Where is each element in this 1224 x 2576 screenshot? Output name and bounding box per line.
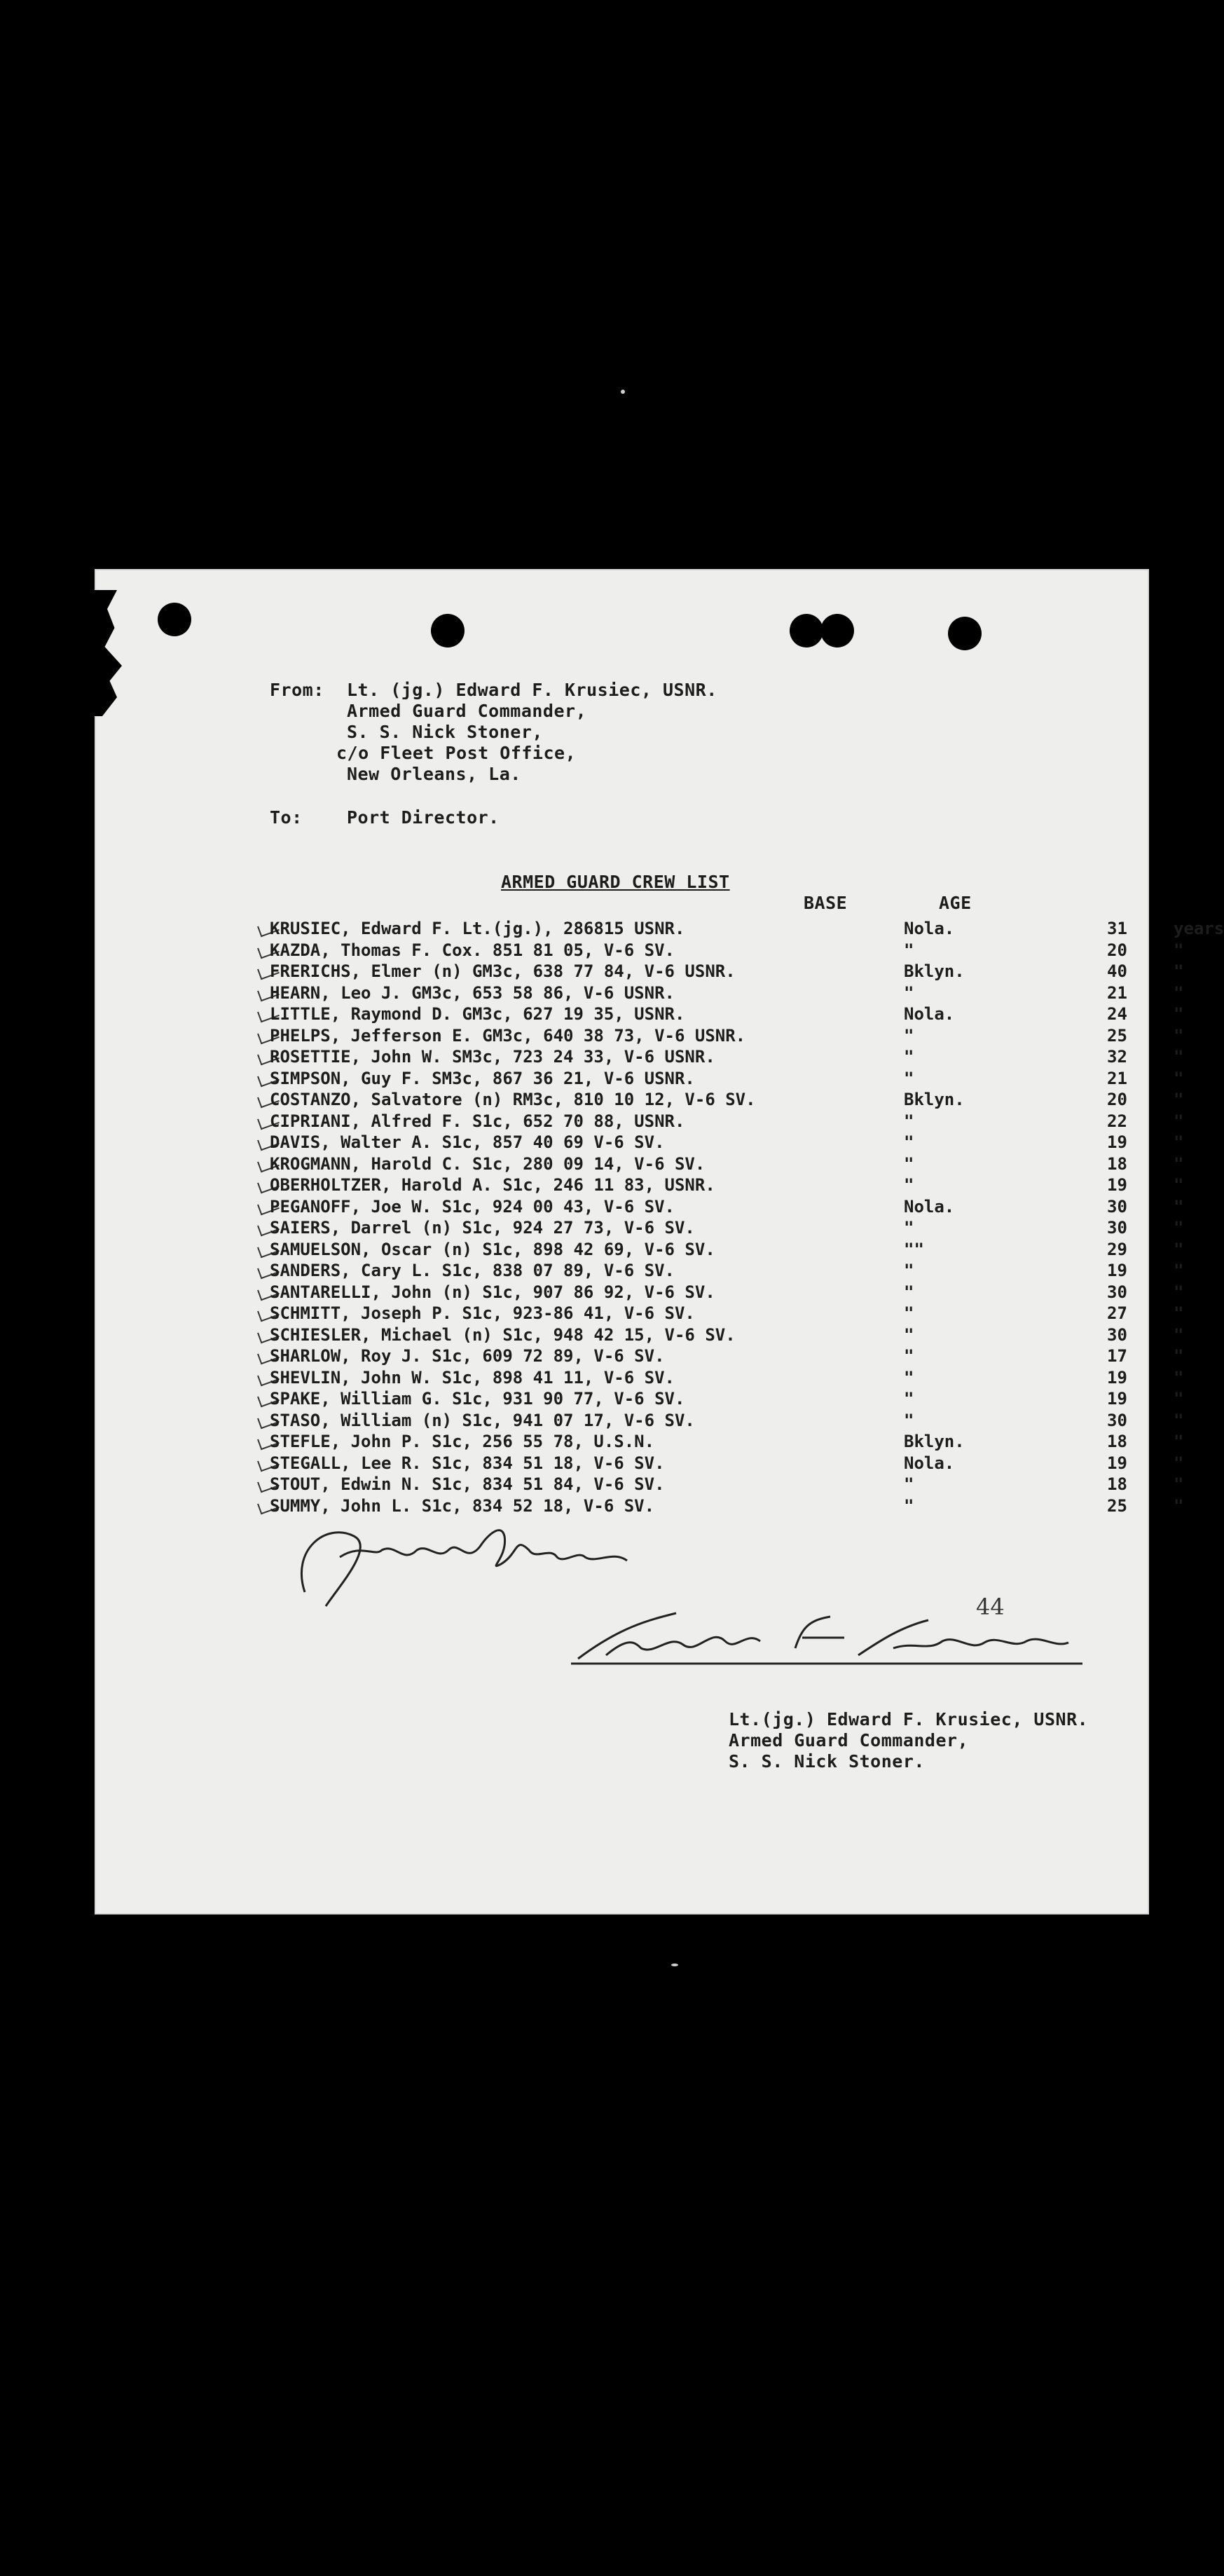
crew-age: 30 (1107, 1324, 1127, 1345)
crew-age-unit: " (1174, 1025, 1184, 1046)
table-row (270, 1175, 1184, 1196)
crew-base: " (904, 1282, 914, 1302)
crew-name: KROGMANN, Harold C. S1c, 280 09 14, V-6 SV. (270, 1153, 706, 1174)
crew-age: 27 (1107, 1303, 1127, 1323)
table-row (270, 1324, 1184, 1346)
crew-name: DAVIS, Walter A. S1c, 857 40 69 V-6 SV. (270, 1132, 665, 1152)
crew-base: Nola. (904, 1453, 955, 1473)
crew-age-unit: " (1174, 1346, 1184, 1366)
crew-name: SHARLOW, Roy J. S1c, 609 72 89, V-6 SV. (270, 1346, 665, 1366)
table-row (270, 1474, 1184, 1495)
crew-age-unit: " (1174, 982, 1184, 1003)
table-row (270, 1047, 1184, 1068)
torn-corner (88, 590, 137, 716)
crew-name: FRERICHS, Elmer (n) GM3c, 638 77 84, V-6 USNR. (270, 961, 736, 981)
crew-base: Bklyn. (904, 1090, 965, 1109)
table-row (270, 1153, 1184, 1175)
crew-age-unit: " (1174, 1068, 1184, 1088)
table-row (270, 1004, 1184, 1025)
document-page (95, 569, 1224, 1914)
crew-base: " (904, 1261, 914, 1280)
signature-line: Lt.(jg.) Edward F. Krusiec, USNR. (729, 1709, 1089, 1729)
from-line: S. S. Nick Stoner, (347, 722, 543, 742)
crew-age-unit: " (1174, 1367, 1184, 1388)
crew-base: " (904, 1068, 914, 1088)
crew-name: ROSETTIE, John W. SM3c, 723 24 33, V-6 USNR. (270, 1047, 715, 1067)
crew-base: " (904, 1303, 914, 1323)
crew-name: CIPRIANI, Alfred F. S1c, 652 70 88, USNR. (270, 1111, 685, 1131)
crew-age: 18 (1107, 1153, 1127, 1174)
crew-name: KRUSIEC, Edward F. Lt.(jg.), 286815 USNR. (270, 919, 685, 938)
crew-age-unit: " (1174, 1389, 1184, 1409)
table-row (270, 1389, 1184, 1410)
crew-age: 30 (1107, 1282, 1127, 1302)
crew-age: 30 (1107, 1410, 1127, 1430)
crew-base: " (904, 1132, 914, 1152)
crew-base: " (904, 1175, 914, 1195)
crew-age: 22 (1107, 1111, 1127, 1131)
crew-age: 17 (1107, 1346, 1127, 1366)
table-row (270, 982, 1184, 1004)
table-row (270, 1410, 1184, 1432)
crew-base: Nola. (904, 1196, 955, 1217)
from-line: Armed Guard Commander, (347, 701, 587, 721)
crew-age-unit: " (1174, 1410, 1184, 1430)
commander-signature (564, 1599, 1096, 1669)
list-title: ARMED GUARD CREW LIST (501, 872, 730, 892)
crew-base: " (904, 1410, 914, 1430)
crew-name: PEGANOFF, Joe W. S1c, 924 00 43, V-6 SV. (270, 1196, 675, 1217)
crew-name: STEFLE, John P. S1c, 256 55 78, U.S.N. (270, 1432, 655, 1451)
crew-name: STEGALL, Lee R. S1c, 834 51 18, V-6 SV. (270, 1453, 665, 1473)
crew-age: 19 (1107, 1453, 1127, 1473)
crew-name: SCHIESLER, Michael (n) S1c, 948 42 15, V-6 SV. (270, 1324, 736, 1345)
crew-name: SHEVLIN, John W. S1c, 898 41 11, V-6 SV. (270, 1367, 675, 1388)
crew-base: " (904, 1111, 914, 1131)
table-row (270, 1453, 1184, 1474)
crew-base: " (904, 1047, 914, 1067)
crew-base: Nola. (904, 919, 955, 938)
crew-name: COSTANZO, Salvatore (n) RM3c, 810 10 12, V-6 SV. (270, 1090, 756, 1109)
crew-age-unit: " (1174, 1111, 1184, 1131)
crew-name: SANTARELLI, John (n) S1c, 907 86 92, V-6 SV. (270, 1282, 715, 1302)
crew-base: " (904, 982, 914, 1003)
crew-base: " (904, 1153, 914, 1174)
to-label: To: (270, 807, 303, 828)
crew-age: 19 (1107, 1132, 1127, 1152)
crew-base: Nola. (904, 1004, 955, 1024)
table-row (270, 1261, 1184, 1282)
crew-age-unit: " (1174, 1432, 1184, 1451)
table-row (270, 1196, 1184, 1218)
table-row (270, 961, 1184, 982)
crew-age: 18 (1107, 1474, 1127, 1494)
table-row (270, 1068, 1184, 1090)
crew-base: " (904, 1218, 914, 1238)
crew-name: STASO, William (n) S1c, 941 07 17, V-6 SV. (270, 1410, 695, 1430)
table-row (270, 1025, 1184, 1047)
from-label: From: (270, 680, 324, 700)
punch-hole (948, 617, 982, 650)
table-row (270, 940, 1184, 961)
punch-hole (158, 603, 191, 636)
table-row (270, 1090, 1184, 1111)
crew-age: 25 (1107, 1025, 1127, 1046)
crew-age: 32 (1107, 1047, 1127, 1067)
crew-age: 19 (1107, 1261, 1127, 1280)
crew-age: 30 (1107, 1196, 1127, 1217)
table-row (270, 1303, 1184, 1324)
table-row (270, 1367, 1184, 1389)
crew-age: 29 (1107, 1239, 1127, 1259)
crew-base: " (904, 1474, 914, 1494)
crew-age-unit: " (1174, 940, 1184, 960)
column-header-age: AGE (939, 893, 972, 913)
crew-age: 20 (1107, 1090, 1127, 1109)
crew-age-unit: " (1174, 1153, 1184, 1174)
crew-base: " (904, 1346, 914, 1366)
crew-base: Bklyn. (904, 1432, 965, 1451)
crew-name: HEARN, Leo J. GM3c, 653 58 86, V-6 USNR. (270, 982, 675, 1003)
speck (671, 1964, 678, 1966)
crew-age: 21 (1107, 1068, 1127, 1088)
crew-age-unit: " (1174, 1132, 1184, 1152)
from-line: c/o Fleet Post Office, (336, 743, 577, 763)
crew-age-unit: " (1174, 1282, 1184, 1302)
crew-age-unit: " (1174, 1324, 1184, 1345)
crew-name: PHELPS, Jefferson E. GM3c, 640 38 73, V-6 USNR. (270, 1025, 746, 1046)
crew-age-unit: " (1174, 1218, 1184, 1238)
table-row (270, 919, 1224, 940)
crew-base: " (904, 1324, 914, 1345)
column-header-base: BASE (804, 893, 848, 913)
crew-name: SANDERS, Cary L. S1c, 838 07 89, V-6 SV. (270, 1261, 675, 1280)
crew-age-unit: years (1174, 919, 1224, 938)
crew-age-unit: " (1174, 1239, 1184, 1259)
table-row (270, 1282, 1184, 1303)
crew-age: 31 (1107, 919, 1127, 938)
crew-age: 19 (1107, 1367, 1127, 1388)
speck (621, 390, 625, 394)
page-number: 44 (976, 1594, 1005, 1620)
crew-name: STOUT, Edwin N. S1c, 834 51 84, V-6 SV. (270, 1474, 665, 1494)
crew-age-unit: " (1174, 1453, 1184, 1473)
crew-age-unit: " (1174, 1004, 1184, 1024)
crew-age: 25 (1107, 1495, 1127, 1516)
crew-base: "" (904, 1239, 924, 1259)
crew-base: " (904, 1495, 914, 1516)
table-row (270, 1346, 1184, 1367)
table-row (270, 1432, 1184, 1453)
crew-name: SCHMITT, Joseph P. S1c, 923-86 41, V-6 SV. (270, 1303, 695, 1323)
crew-age-unit: " (1174, 1196, 1184, 1217)
signature-line: Armed Guard Commander, (729, 1730, 969, 1751)
crew-age-unit: " (1174, 1175, 1184, 1195)
crew-name: KAZDA, Thomas F. Cox. 851 81 05, V-6 SV. (270, 940, 675, 960)
crew-age-unit: " (1174, 1047, 1184, 1067)
crew-age: 30 (1107, 1218, 1127, 1238)
crew-age: 40 (1107, 961, 1127, 981)
crew-age-unit: " (1174, 961, 1184, 981)
crew-age-unit: " (1174, 1261, 1184, 1280)
crew-name: SPAKE, William G. S1c, 931 90 77, V-6 SV. (270, 1389, 685, 1409)
crew-age: 24 (1107, 1004, 1127, 1024)
crew-age-unit: " (1174, 1474, 1184, 1494)
crew-base: " (904, 940, 914, 960)
crew-base: " (904, 1367, 914, 1388)
crew-age-unit: " (1174, 1495, 1184, 1516)
table-row (270, 1218, 1184, 1239)
crew-age: 19 (1107, 1175, 1127, 1195)
crew-name: OBERHOLTZER, Harold A. S1c, 246 11 83, USNR. (270, 1175, 715, 1195)
crew-name: SAIERS, Darrel (n) S1c, 924 27 73, V-6 SV. (270, 1218, 695, 1238)
to-value: Port Director. (347, 807, 500, 828)
punch-hole (820, 614, 854, 648)
crew-age: 19 (1107, 1389, 1127, 1409)
crew-age: 20 (1107, 940, 1127, 960)
table-row (270, 1132, 1184, 1153)
crew-name: SUMMY, John L. S1c, 834 52 18, V-6 SV. (270, 1495, 655, 1516)
crew-age: 18 (1107, 1432, 1127, 1451)
crew-age-unit: " (1174, 1303, 1184, 1323)
crew-name: SAMUELSON, Oscar (n) S1c, 898 42 69, V-6 SV. (270, 1239, 715, 1259)
crew-name: SIMPSON, Guy F. SM3c, 867 36 21, V-6 USNR. (270, 1068, 695, 1088)
table-row (270, 1111, 1184, 1132)
crew-age: 21 (1107, 982, 1127, 1003)
from-line: New Orleans, La. (347, 764, 521, 784)
crew-base: Bklyn. (904, 961, 965, 981)
signature-line: S. S. Nick Stoner. (729, 1751, 925, 1772)
crew-name: LITTLE, Raymond D. GM3c, 627 19 35, USNR. (270, 1004, 685, 1024)
from-line: Lt. (jg.) Edward F. Krusiec, USNR. (347, 680, 717, 700)
punch-hole (790, 614, 823, 648)
punch-hole (431, 614, 465, 648)
crew-base: " (904, 1025, 914, 1046)
table-row (270, 1239, 1184, 1261)
crew-base: " (904, 1389, 914, 1409)
crew-age-unit: " (1174, 1090, 1184, 1109)
